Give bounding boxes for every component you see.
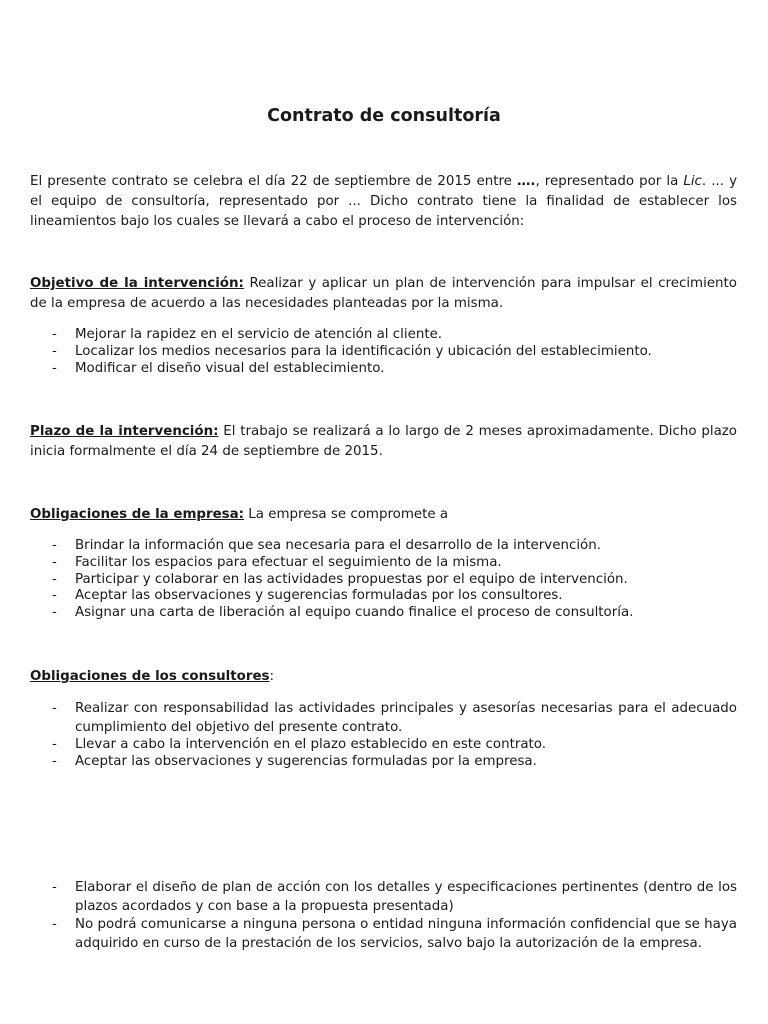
objetivo-list bbox=[30, 327, 737, 377]
list-item: - Aceptar las observaciones y sugerencias formuladas por la empresa. bbox=[30, 754, 737, 771]
objetivo-paragraph bbox=[30, 274, 737, 314]
plazo-heading: Plazo de la intervención: bbox=[30, 424, 219, 439]
list-item: - No podrá comunicarse a ninguna persona o entidad ninguna información confidencial que se haya adquirido en curso de la prestación de los servicios, salvo bajo la autorización de la empresa. bbox=[30, 916, 737, 953]
intro-text-mid: , representado por la bbox=[535, 174, 684, 189]
intro-paragraph bbox=[30, 172, 737, 232]
list-item: - Participar y colaborar en las actividades propuestas por el equipo de intervención. bbox=[30, 572, 737, 589]
list-item: - Llevar a cabo la intervención en el plazo establecido en este contrato. bbox=[30, 737, 737, 754]
plazo-paragraph bbox=[30, 422, 737, 462]
empresa-text: La empresa se compromete a bbox=[244, 507, 449, 522]
list-item: - Elaborar el diseño de plan de acción con los detalles y especificaciones pertinentes (dentro de los plazos acordados y con base a la propuesta presentada) bbox=[30, 879, 737, 916]
intro-party: …. bbox=[516, 174, 536, 189]
list-item: - Realizar con responsabilidad las actividades principales y asesorías necesarias para el adecuado cumplimiento del objetivo del presente contrato. bbox=[30, 700, 737, 737]
consultores-text: : bbox=[269, 669, 275, 684]
empresa-list bbox=[30, 538, 737, 622]
objetivo-heading: Objetivo de la intervención: bbox=[30, 276, 244, 291]
list-item: - Facilitar los espacios para efectuar el seguimiento de la misma. bbox=[30, 555, 737, 572]
list-item: - Modificar el diseño visual del establecimiento. bbox=[30, 361, 737, 378]
intro-text-post: . ... y el equipo de consultoría, representado por ... Dicho contrato tiene la finalidad de establecer los lineamientos bajo los cuales se llevará a cabo el proceso de intervención: bbox=[30, 174, 737, 229]
objetivo-text: Realizar y aplicar un plan de intervención para impulsar el crecimiento de la empresa de acuerdo a las necesidades planteadas por la misma. bbox=[30, 276, 737, 311]
list-item: - Aceptar las observaciones y sugerencias formuladas por los consultores. bbox=[30, 588, 737, 605]
intro-lic: Lic bbox=[683, 174, 702, 189]
consultores-list-continued bbox=[30, 879, 737, 953]
list-item: - Asignar una carta de liberación al equipo cuando finalice el proceso de consultoría. bbox=[30, 605, 737, 622]
list-item: - Localizar los medios necesarios para la identificación y ubicación del establecimiento. bbox=[30, 344, 737, 361]
consultores-list bbox=[30, 700, 737, 771]
empresa-paragraph bbox=[30, 505, 737, 525]
consultores-heading: Obligaciones de los consultores bbox=[30, 669, 270, 684]
intro-text-pre: El presente contrato se celebra el día 22 de septiembre de 2015 entre bbox=[30, 174, 517, 189]
plazo-text: El trabajo se realizará a lo largo de 2 meses aproximadamente. Dicho plazo inicia formalmente el día 24 de septiembre de 2015. bbox=[30, 424, 737, 459]
consultores-paragraph bbox=[30, 667, 737, 687]
document-title: Contrato de consultoría bbox=[267, 106, 501, 126]
list-item: - Brindar la información que sea necesaria para el desarrollo de la intervención. bbox=[30, 538, 737, 555]
empresa-heading: Obligaciones de la empresa: bbox=[30, 507, 245, 522]
list-item: - Mejorar la rapidez en el servicio de atención al cliente. bbox=[30, 327, 737, 344]
